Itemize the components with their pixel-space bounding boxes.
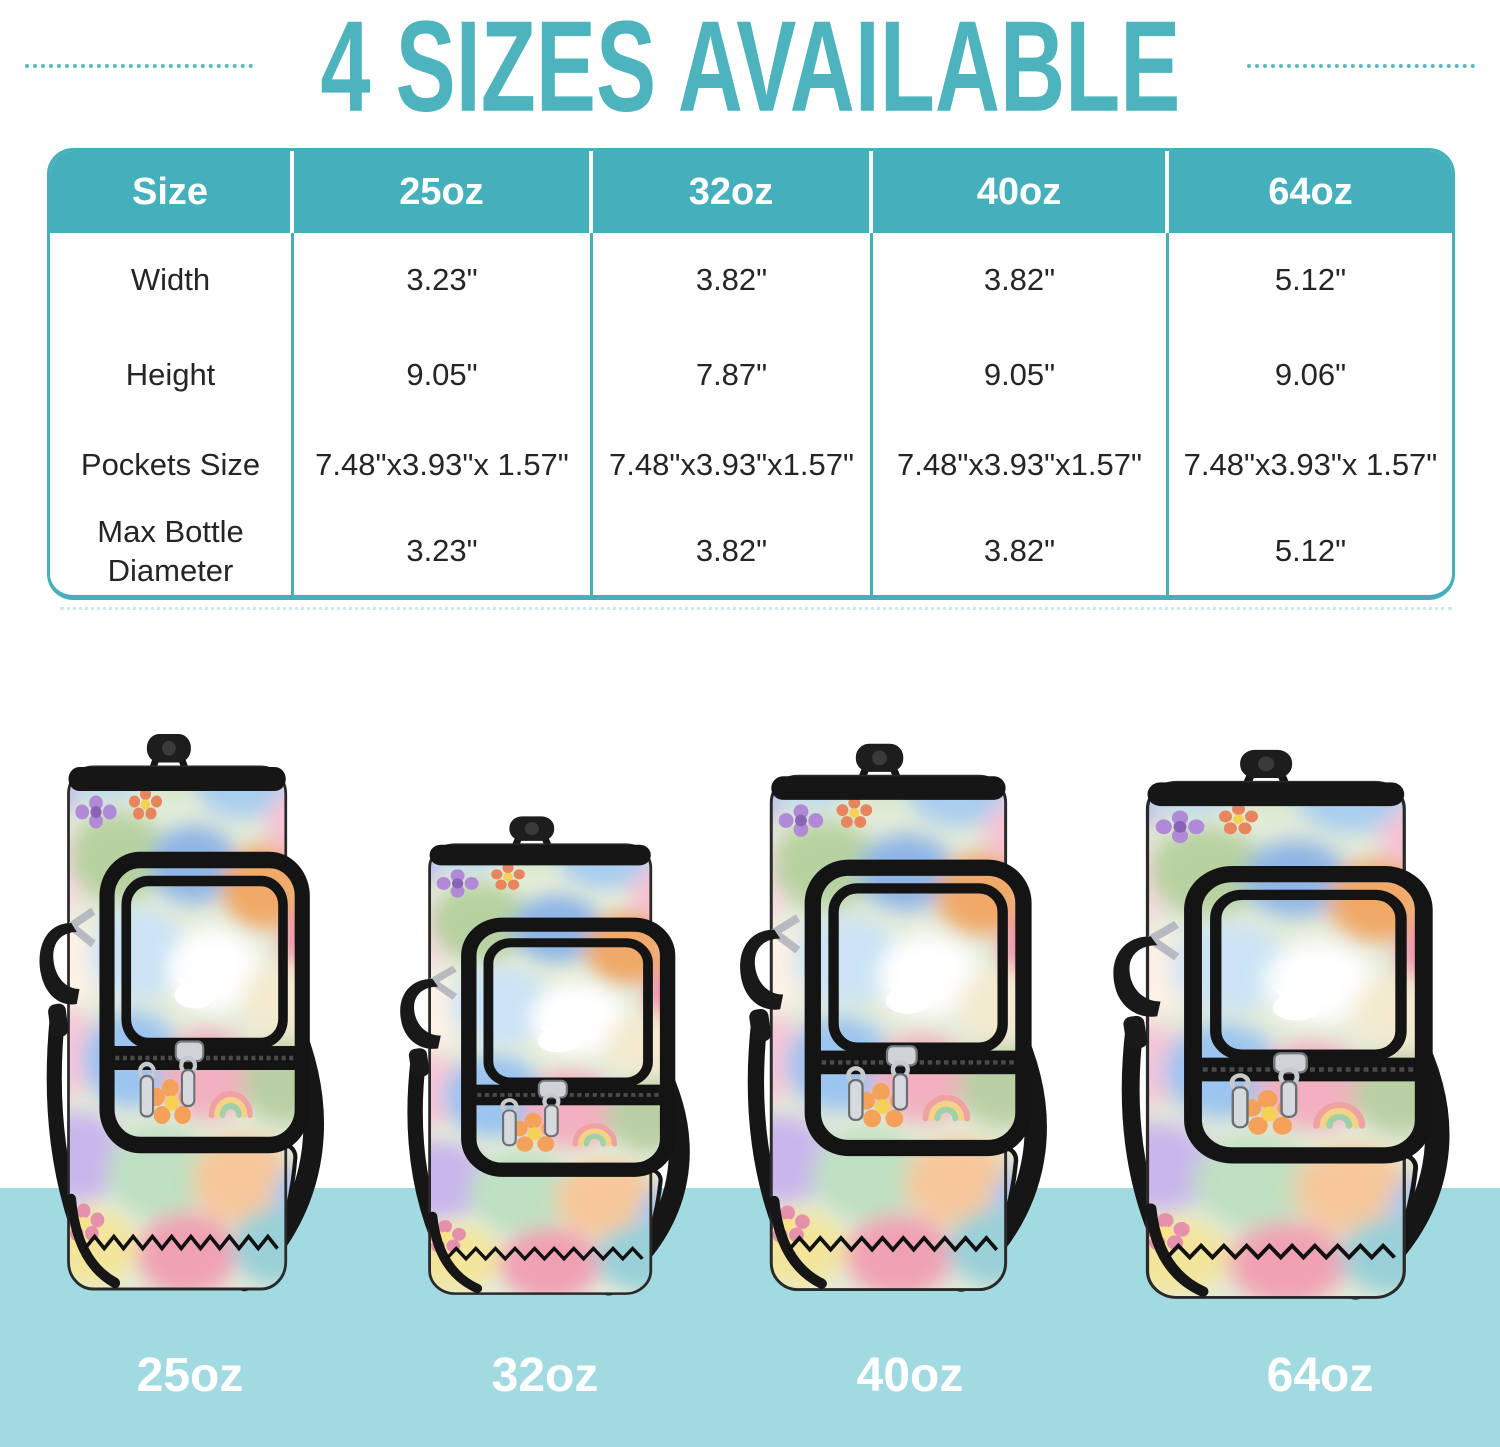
title-row (0, 0, 1500, 138)
size-label-64oz: 64oz (1266, 1349, 1374, 1402)
size-label-25oz: 25oz (136, 1349, 244, 1402)
table-cell: 7.48"x3.93"x1.57" (593, 423, 873, 508)
table-header-size: Size (50, 151, 294, 233)
table-cell: 5.12" (1274, 262, 1347, 298)
size-spec-table (47, 148, 1455, 600)
product-photo-64oz (1076, 738, 1466, 1330)
page-title: 4 SIZES AVAILABLE (320, 0, 1180, 138)
table-shadow-dotted-line (60, 607, 1452, 610)
table-cell: 9.06" (1274, 357, 1347, 393)
table-cell: 7.48"x3.93"x 1.57" (1183, 447, 1438, 483)
table-cell: 7.48"x3.93"x1.57" (873, 423, 1169, 508)
bag-illustration-25oz (8, 722, 338, 1322)
table-header-40oz: 40oz (873, 151, 1169, 233)
row-label-max-bottle-diameter: Max Bottle Diameter (50, 508, 294, 595)
bag-illustration-40oz (706, 732, 1062, 1322)
table-cell: 3.82" (593, 508, 873, 595)
bag-illustration-32oz (368, 806, 704, 1322)
table-cell: 3.82" (593, 233, 873, 328)
table-cell: 3.23" (294, 233, 593, 328)
product-photo-40oz (706, 732, 1062, 1322)
size-label-40oz: 40oz (856, 1349, 964, 1402)
product-photo-32oz (368, 806, 704, 1322)
dotted-line-left (25, 64, 253, 68)
product-photo-25oz (8, 722, 338, 1322)
table-cell: 7.48"x3.93"x 1.57" (294, 423, 593, 508)
table-cell: 9.05" (294, 328, 593, 423)
dotted-line-right (1247, 64, 1475, 68)
table-cell: 3.82" (873, 233, 1169, 328)
row-label-height: Height (50, 328, 294, 423)
table-cell: 7.87" (593, 328, 873, 423)
bag-illustration-64oz (1076, 738, 1466, 1330)
table-cell: 9.05" (873, 328, 1169, 423)
table-cell: 3.23" (294, 508, 593, 595)
size-label-32oz: 32oz (491, 1349, 599, 1402)
table-header-32oz: 32oz (593, 151, 873, 233)
table-header-64oz: 64oz (1169, 151, 1452, 233)
row-label-width: Width (50, 233, 294, 328)
table-cell: 3.82" (873, 508, 1169, 595)
table-cell: 5.12" (1274, 533, 1347, 569)
row-label-pockets-size: Pockets Size (50, 423, 294, 508)
table-header-25oz: 25oz (294, 151, 593, 233)
